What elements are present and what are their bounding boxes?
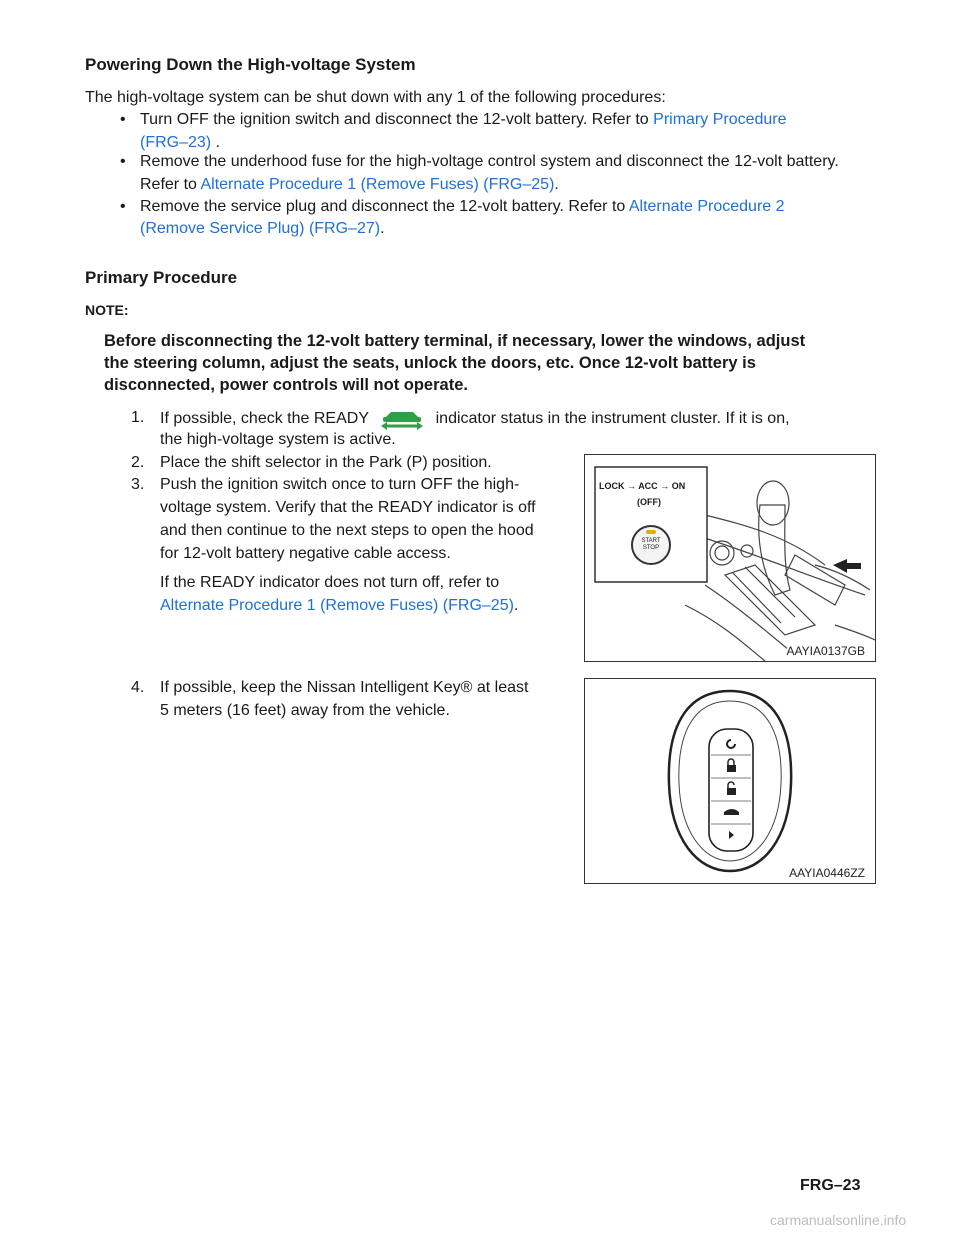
step-3-extra: If the READY indicator does not turn off, refer to bbox=[160, 574, 500, 591]
ignition-labels bbox=[599, 481, 685, 491]
start-stop-button bbox=[631, 525, 671, 565]
arrow-right-icon: → bbox=[627, 481, 637, 491]
step-3-line: Push the ignition switch once to turn OFF the high- bbox=[160, 476, 520, 493]
watermark: carmanualsonline.info bbox=[770, 1212, 907, 1228]
stop-text: STOP bbox=[642, 545, 660, 551]
acc-label: ACC bbox=[638, 481, 658, 491]
step-4-line: 5 meters (16 feet) away from the vehicle. bbox=[160, 702, 450, 719]
note-line: Before disconnecting the 12-volt battery terminal, if necessary, lower the windows, adjust bbox=[104, 332, 806, 350]
step-3-line: and then continue to the next steps to open the hood bbox=[160, 522, 534, 539]
step-3-line: voltage system. Verify that the READY indicator is off bbox=[160, 499, 536, 516]
note-line: the steering column, adjust the seats, unlock the doors, etc. Once 12-volt battery is bbox=[104, 354, 756, 372]
bullet-text: Turn OFF the ignition switch and disconnect the 12-volt battery. Refer to bbox=[140, 111, 654, 128]
indicator-light-icon bbox=[646, 530, 656, 534]
bullet-dot: • bbox=[120, 111, 126, 128]
arrow-right-icon: → bbox=[660, 481, 670, 491]
primary-procedure-link-ref[interactable]: (FRG–23) bbox=[140, 134, 212, 151]
step-4-line: If possible, keep the Nissan Intelligent Key® at least bbox=[160, 679, 529, 696]
bullet-2-cont: Refer to Alternate Procedure 1 (Remove Fuses) (FRG–25). bbox=[140, 176, 559, 193]
alternate-procedure-1-link[interactable]: Alternate Procedure 1 (Remove Fuses) (FRG–25) bbox=[160, 597, 514, 614]
alternate-procedure-2-link[interactable]: Alternate Procedure 2 bbox=[628, 198, 785, 215]
step-2-text: Place the shift selector in the Park (P) position. bbox=[160, 454, 492, 471]
bullet-3-cont: (Remove Service Plug) (FRG–27). bbox=[140, 220, 385, 237]
step-3-link-line: Alternate Procedure 1 (Remove Fuses) (FRG–25). bbox=[160, 597, 519, 614]
bullet-1-cont: (FRG–23) . bbox=[140, 134, 221, 151]
bullet-dot: • bbox=[120, 153, 126, 170]
step-number: 3. bbox=[131, 476, 145, 493]
step-1-text: If possible, check the READY indicator status in the instrument cluster. If it is on, bbox=[160, 406, 790, 432]
off-label: (OFF) bbox=[637, 497, 661, 507]
section-title: Primary Procedure bbox=[85, 268, 238, 287]
intelligent-key-illustration bbox=[585, 679, 875, 883]
lock-label: LOCK bbox=[599, 481, 625, 491]
intro-text: The high-voltage system can be shut down with any 1 of the following procedures: bbox=[85, 89, 666, 106]
start-text: START bbox=[641, 538, 661, 544]
step-number: 4. bbox=[131, 679, 145, 696]
on-label: ON bbox=[671, 481, 686, 491]
bullet-dot: • bbox=[120, 198, 126, 215]
note-label: NOTE: bbox=[85, 302, 129, 318]
primary-procedure-link[interactable]: Primary Procedure bbox=[653, 111, 787, 128]
bullet-1 bbox=[120, 108, 787, 131]
step-number: 2. bbox=[131, 454, 145, 471]
step-3-line: for 12-volt battery negative cable access. bbox=[160, 545, 451, 562]
note-line: disconnected, power controls will not operate. bbox=[104, 376, 468, 394]
alternate-procedure-2-link-ref[interactable]: (Remove Service Plug) (FRG–27) bbox=[140, 220, 381, 237]
page-number: FRG–23 bbox=[800, 1177, 861, 1194]
figure-label: AAYIA0137GB bbox=[786, 644, 865, 658]
figure-intelligent-key bbox=[584, 678, 876, 884]
step-number: 1. bbox=[131, 409, 145, 426]
section-title: Powering Down the High-voltage System bbox=[85, 55, 416, 74]
figure-label: AAYIA0446ZZ bbox=[789, 866, 865, 880]
alternate-procedure-1-link[interactable]: Alternate Procedure 1 (Remove Fuses) (FRG–25) bbox=[200, 176, 555, 193]
bullet-2: • Remove the underhood fuse for the high-voltage control system and disconnect the 12-volt battery. bbox=[120, 153, 839, 170]
bullet-3: • Remove the service plug and disconnect the 12-volt battery. Refer to Alternate Procedure 2 bbox=[120, 198, 785, 215]
step-1-cont: the high-voltage system is active. bbox=[160, 431, 396, 448]
figure-ignition-console bbox=[584, 454, 876, 662]
